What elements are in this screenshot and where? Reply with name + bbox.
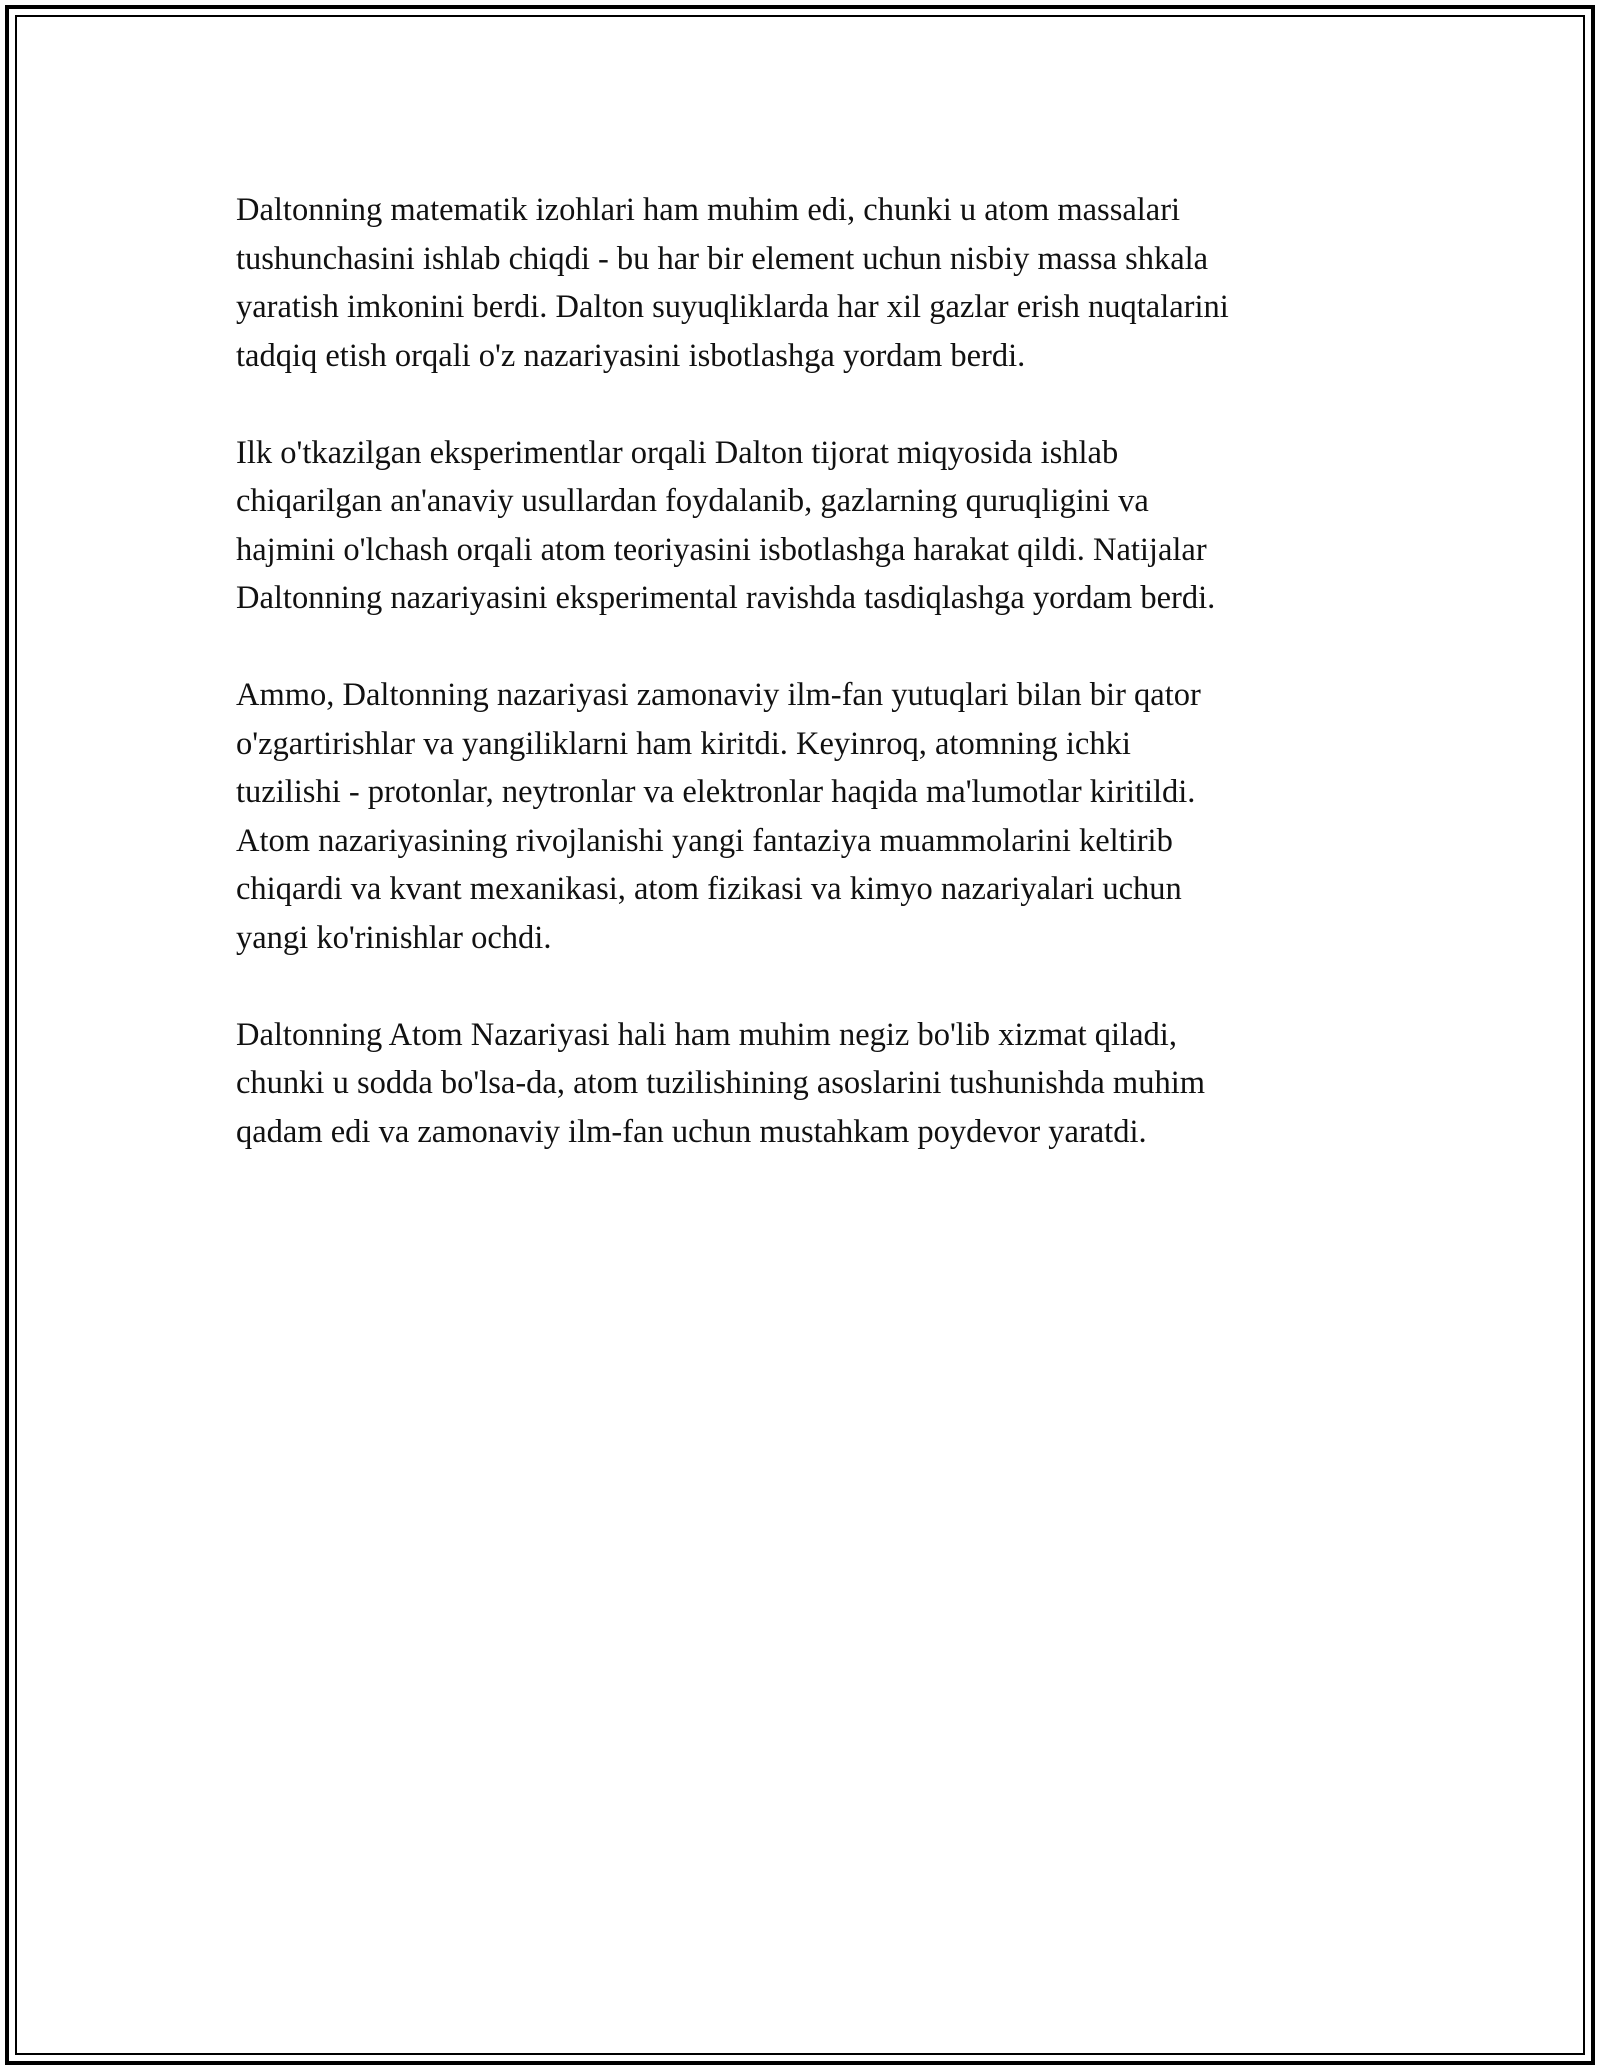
paragraph-line: tushunchasini ishlab chiqdi - bu har bir element uchun nisbiy massa shkala <box>236 240 1209 277</box>
paragraph-line: Ilk o'tkazilgan eksperimentlar orqali Dalton tijorat miqyosida ishlab <box>236 434 1119 471</box>
paragraph-line: chiqarilgan an'anaviy usullardan foydalanib, gazlarning quruqligini va <box>236 483 1149 519</box>
paragraph-line: chunki u sodda bo'lsa-da, atom tuzilishining asoslarini tushunishda muhim <box>236 1065 1206 1101</box>
paragraph-line: o'zgartirishlar va yangiliklarni ham kiritdi. Keyinroq, atomning ichki <box>236 725 1131 762</box>
paragraph-1 <box>236 186 1396 380</box>
paragraph-line: yaratish imkonini berdi. Dalton suyuqliklarda har xil gazlar erish nuqtalarini <box>236 289 1229 325</box>
paragraph-line: qadam edi va zamonaviy ilm-fan uchun mustahkam poydevor yaratdi. <box>236 1113 1147 1150</box>
paragraph-2 <box>236 429 1396 623</box>
paragraph-line: tadqiq etish orqali o'z nazariyasini isbotlashga yordam berdi. <box>236 337 1026 374</box>
paragraph-3 <box>236 671 1396 962</box>
paragraph-line: yangi ko'rinishlar ochdi. <box>236 919 552 956</box>
document-body <box>236 186 1396 1205</box>
paragraph-line: Daltonning matematik izohlari ham muhim edi, chunki u atom massalari <box>236 192 1181 228</box>
paragraph-line: Daltonning nazariyasini eksperimental ravishda tasdiqlashga yordam berdi. <box>236 580 1216 616</box>
paragraph-line: Daltonning Atom Nazariyasi hali ham muhim negiz bo'lib xizmat qiladi, <box>236 1016 1177 1053</box>
paragraph-line: Ammo, Daltonning nazariyasi zamonaviy ilm-fan yutuqlari bilan bir qator <box>236 677 1201 713</box>
paragraph-line: chiqardi va kvant mexanikasi, atom fizikasi va kimyo nazariyalari uchun <box>236 871 1182 907</box>
paragraph-line: tuzilishi - protonlar, neytronlar va elektronlar haqida ma'lumotlar kiritildi. <box>236 774 1196 810</box>
paragraph-4 <box>236 1011 1396 1157</box>
paragraph-line: Atom nazariyasining rivojlanishi yangi fantaziya muammolarini keltirib <box>236 822 1173 859</box>
paragraph-line: hajmini o'lchash orqali atom teoriyasini isbotlashga harakat qildi. Natijalar <box>236 531 1207 568</box>
